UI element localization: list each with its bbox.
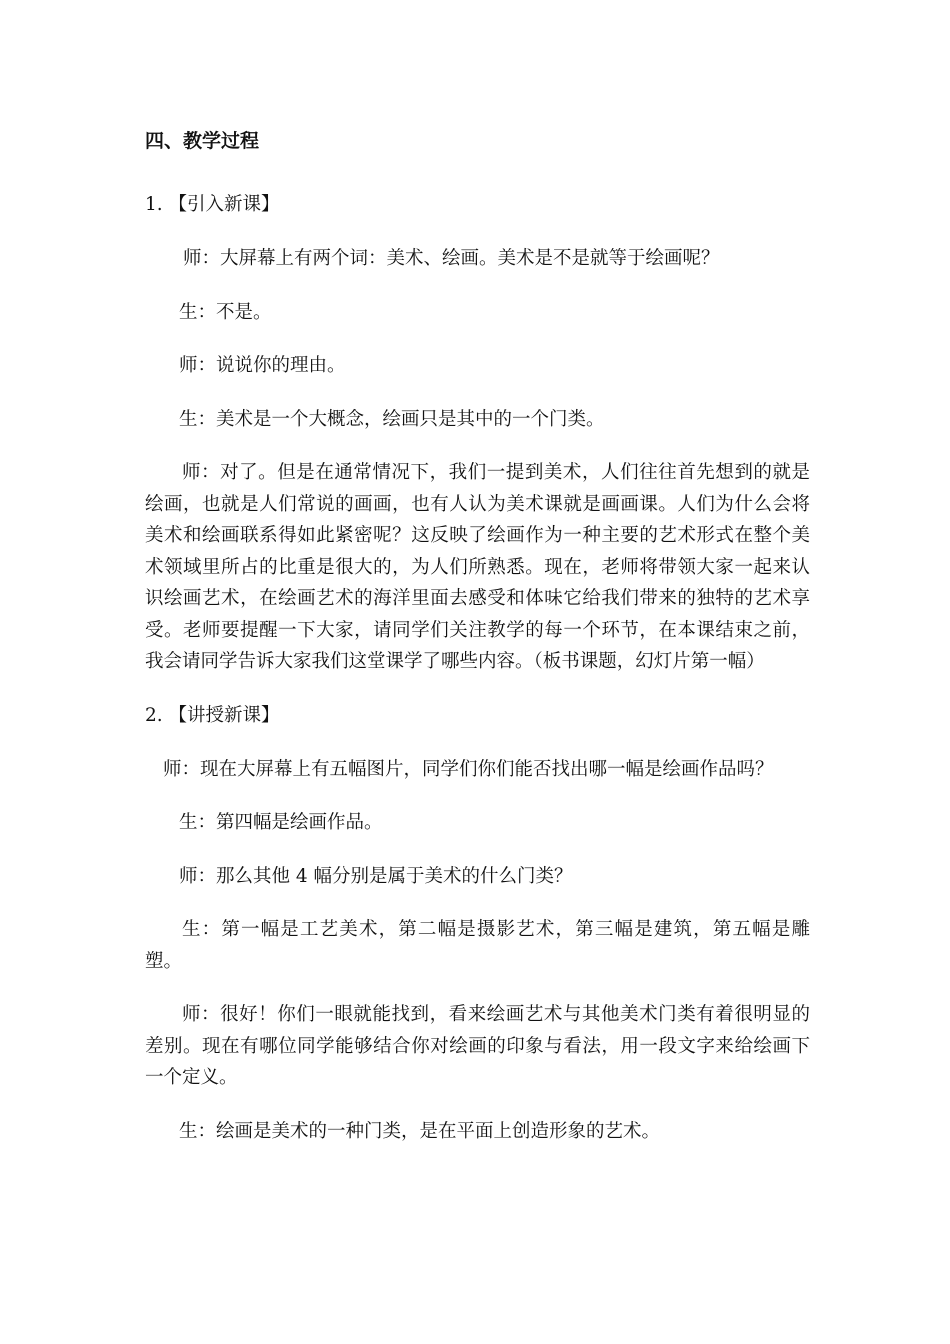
dialogue-paragraph: 生：第四幅是绘画作品。	[179, 812, 383, 833]
dialogue-paragraph: 师：说说你的理由。	[179, 355, 346, 376]
dialogue-paragraph: 生：第一幅是工艺美术，第二幅是摄影艺术，第三幅是建筑，第五幅是雕塑。	[145, 919, 810, 972]
dialogue-paragraph: 生：绘画是美术的一种门类，是在平面上创造形象的艺术。	[179, 1120, 661, 1142]
dialogue-paragraph: 生：美术是一个大概念，绘画只是其中的一个门类。	[179, 408, 605, 430]
dialogue-paragraph: 师：现在大屏幕上有五幅图片，同学们你们能否找出哪一幅是绘画作品吗？	[163, 758, 774, 780]
dialogue-paragraph: 师：很好！你们一眼就能找到，看来绘画艺术与其他美术门类有着很明显的差别。现在有哪位同学能够结合你对绘画的印象与看法，用一段文字来给绘画下一个定义。	[145, 1004, 810, 1088]
dialogue-paragraph: 师：大屏幕上有两个词：美术、绘画。美术是不是就等于绘画呢？	[183, 248, 720, 269]
dialogue-paragraph: 师：对了。但是在通常情况下，我们一提到美术，人们往往首先想到的就是绘画，也就是人们常说的画画，也有人认为美术课就是画画课。人们为什么会将美术和绘画联系得如此紧密呢？这反映了绘画作为一种主要的艺术形式在整个美术领域里所占的比重是很大的，为人们所熟悉。现在，老师将带领大家一起来认识绘画艺术，在绘画艺术的海洋里面去感受和体味它给我们带来的独特的艺术享受。老师要提醒一下大家，请同学们关注教学的每一个环节，在本课结束之前，我会请同学告诉大家我们这堂课学了哪些内容。（板书课题，幻灯片第一幅）	[145, 462, 810, 672]
part2-heading: 2. 【讲授新课】	[145, 704, 280, 726]
document-body	[145, 125, 810, 1169]
section-title: 四、教学过程	[145, 130, 260, 152]
part1-heading: 1. 【引入新课】	[145, 194, 280, 215]
dialogue-paragraph: 师：那么其他 4 幅分别是属于美术的什么门类？	[179, 865, 573, 887]
dialogue-paragraph: 生：不是。	[179, 301, 272, 323]
